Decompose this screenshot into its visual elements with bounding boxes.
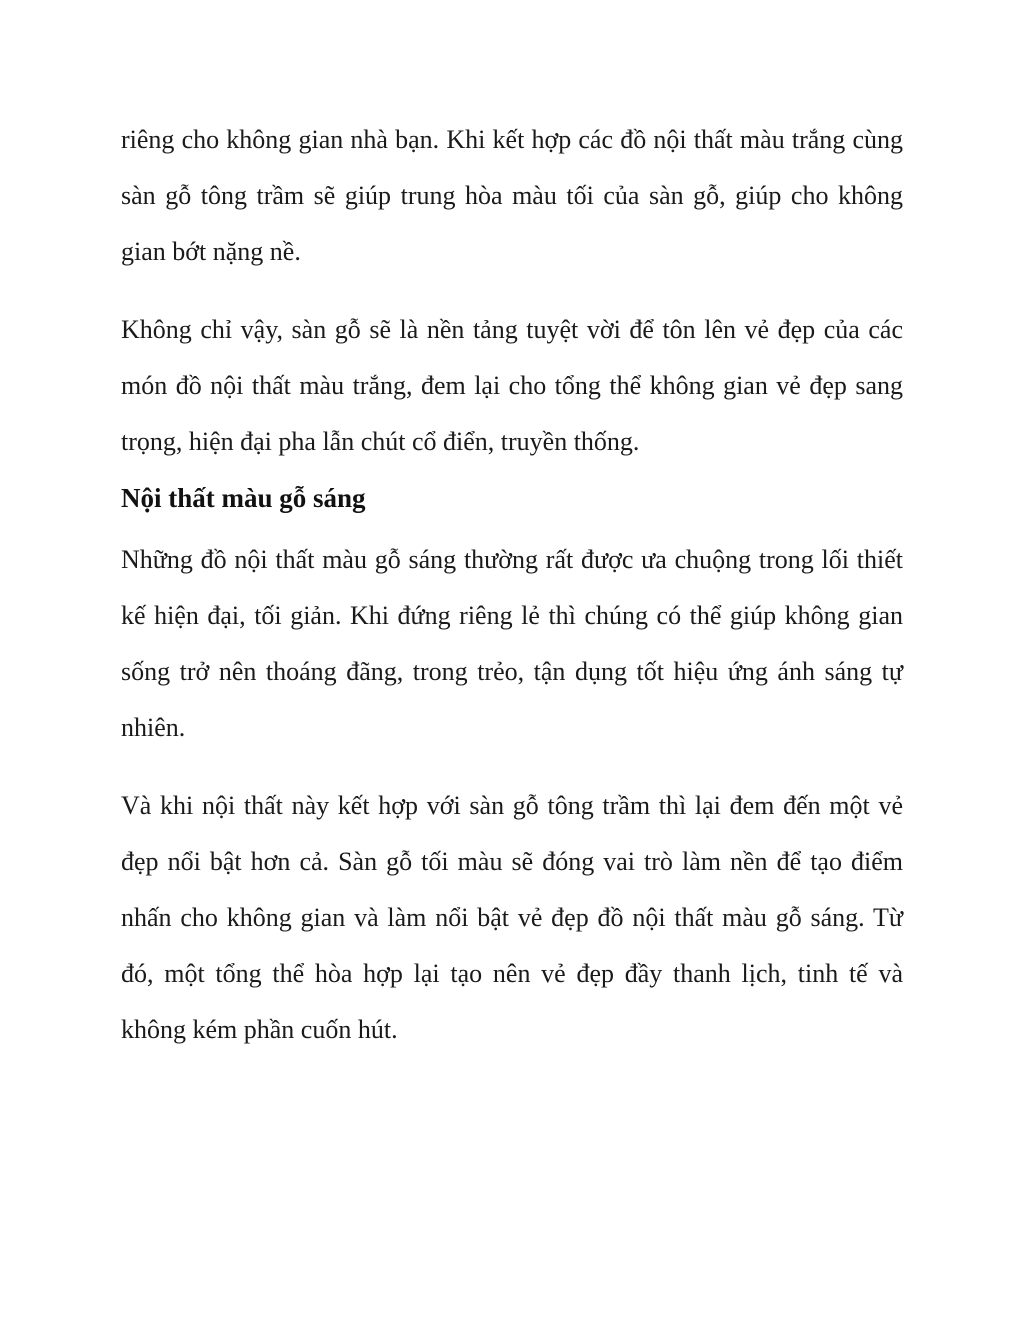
- document-page: [121, 112, 903, 1058]
- paragraph-wood-floor-foundation: Không chỉ vậy, sàn gỗ sẽ là nền tảng tuyệt vời để tôn lên vẻ đẹp của các món đồ nội thất màu trắng, đem lại cho tổng thể không gian vẻ đẹp sang trọng, hiện đại pha lẫn chút cổ điển, truyền thống.: [121, 315, 903, 456]
- paragraph-intro-continuation: riêng cho không gian nhà bạn. Khi kết hợp các đồ nội thất màu trắng cùng sàn gỗ tông trầm sẽ giúp trung hòa màu tối của sàn gỗ, giúp cho không gian bớt nặng nề.: [121, 125, 903, 266]
- paragraph-dark-floor-combination: Và khi nội thất này kết hợp với sàn gỗ tông trầm thì lại đem đến một vẻ đẹp nổi bật hơn cả. Sàn gỗ tối màu sẽ đóng vai trò làm nền để tạo điểm nhấn cho không gian và làm nổi bật vẻ đẹp đồ nội thất màu gỗ sáng. Từ đó, một tổng thể hòa hợp lại tạo nên vẻ đẹp đầy thanh lịch, tinh tế và không kém phần cuốn hút.: [121, 791, 903, 1044]
- section-heading-light-wood-furniture: Nội thất màu gỗ sáng: [121, 483, 366, 513]
- paragraph-light-wood-popularity: Những đồ nội thất màu gỗ sáng thường rất được ưa chuộng trong lối thiết kế hiện đại, tối giản. Khi đứng riêng lẻ thì chúng có thể giúp không gian sống trở nên thoáng đãng, trong trẻo, tận dụng tốt hiệu ứng ánh sáng tự nhiên.: [121, 545, 903, 742]
